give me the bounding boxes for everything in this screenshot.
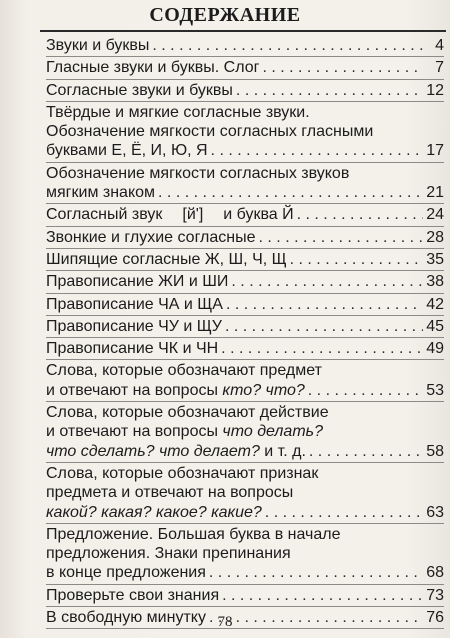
dot-leader: [158, 183, 423, 202]
entry-title: Слова, которые обозначают действие: [46, 404, 329, 422]
entry-title: Гласные звуки и буквы. Слог: [46, 59, 260, 77]
entry-title: Обозначение мягкости согласных звуков: [46, 164, 350, 182]
dot-leader: [152, 36, 423, 55]
dot-leader: [225, 317, 423, 336]
entry-page-number: 38: [426, 273, 444, 291]
entry-title: и отвечают на вопросы: [46, 423, 218, 441]
dot-leader: [221, 339, 423, 358]
dot-leader: [308, 381, 423, 400]
toc-entry[interactable]: [46, 586, 444, 607]
toc-entry[interactable]: [46, 58, 444, 79]
toc-entry[interactable]: [46, 36, 444, 57]
entry-title: Согласные звуки и буквы: [46, 81, 233, 99]
toc-entry[interactable]: [46, 250, 444, 271]
entry-title: Звонкие и глухие согласные: [46, 228, 256, 246]
entry-page-number: 7: [435, 59, 444, 77]
entry-page-number: 24: [426, 206, 444, 224]
toc-entry[interactable]: [46, 339, 444, 360]
dot-leader: [222, 586, 423, 605]
entry-page-number: 17: [426, 142, 444, 160]
entry-question: что делать?: [222, 423, 323, 441]
entry-question: какой? какая? какое? какие?: [46, 503, 262, 521]
toc-entry[interactable]: [46, 81, 444, 102]
entry-title: Обозначение мягкости согласных гласными: [46, 123, 374, 141]
entry-title: В свободную минутку: [46, 609, 206, 627]
entry-title: Твёрдые и мягкие согласные звуки.: [46, 103, 310, 121]
toc-entry[interactable]: [46, 272, 444, 293]
page-number: 78: [217, 614, 233, 630]
table-of-contents: [46, 36, 444, 630]
entry-question: что сделать? что делает?: [46, 442, 260, 460]
dot-leader: [209, 563, 423, 582]
entry-title: Слова, которые обозначают признак: [46, 464, 319, 482]
entry-page-number: 76: [426, 609, 444, 627]
entry-title: и т. д.: [264, 442, 306, 460]
entry-title: Правописание ЧУ и ЩУ: [46, 317, 222, 335]
entry-title: предложения. Знаки препинания: [46, 545, 291, 563]
entry-page-number: 35: [426, 250, 444, 268]
entry-title: предмета и отвечают на вопросы: [46, 484, 294, 502]
dot-leader: [265, 503, 423, 522]
entry-title: и отвечают на вопросы: [46, 381, 218, 399]
entry-title: Предложение. Большая буква в начале: [46, 525, 341, 543]
toc-entry[interactable]: [46, 403, 444, 463]
entry-title: мягким знаком: [46, 184, 156, 202]
entry-page-number: 21: [426, 184, 444, 202]
entry-page-number: 73: [426, 586, 444, 604]
entry-page-number: 45: [426, 317, 444, 335]
entry-page-number: 68: [426, 564, 444, 582]
toc-entry[interactable]: [46, 205, 444, 226]
toc-entry[interactable]: [46, 103, 444, 163]
dot-leader: [236, 81, 423, 100]
dot-leader: [211, 141, 423, 160]
toc-entry[interactable]: [46, 295, 444, 316]
dot-leader: [309, 442, 423, 461]
entry-page-number: 28: [426, 228, 444, 246]
entry-title: Звуки и буквы: [46, 37, 150, 54]
toc-entry[interactable]: [46, 525, 444, 585]
entry-question: кто? что?: [222, 381, 305, 399]
toc-entry[interactable]: [46, 464, 444, 524]
entry-page-number: 49: [426, 340, 444, 358]
entry-page-number: 63: [426, 503, 444, 521]
toc-entry[interactable]: [46, 164, 444, 205]
dot-leader: [231, 272, 423, 291]
entry-title: в конце предложения: [46, 564, 206, 582]
entry-page-number: 12: [426, 81, 444, 99]
toc-entry[interactable]: [46, 228, 444, 249]
dot-leader: [262, 58, 423, 77]
entry-page-number: 42: [426, 295, 444, 313]
entry-page-number: 53: [426, 381, 444, 399]
dot-leader: [290, 250, 423, 269]
entry-title: Слова, которые обозначают предмет: [46, 362, 322, 380]
title-rule: [40, 30, 446, 32]
phonetic-transcription: [й']: [182, 206, 204, 224]
entry-title: Согласный звук: [46, 206, 163, 224]
toc-entry[interactable]: [46, 361, 444, 402]
dot-leader: [226, 295, 423, 314]
entry-title: буквами Е, Ё, И, Ю, Я: [46, 142, 208, 160]
dot-leader: [259, 228, 423, 247]
entry-page-number: 4: [435, 37, 444, 54]
entry-title: Правописание ЧК и ЧН: [46, 340, 219, 358]
entry-title: Шипящие согласные Ж, Ш, Ч, Щ: [46, 250, 287, 268]
entry-title: Правописание ЧА и ЩА: [46, 295, 223, 313]
entry-title: и буква Й: [223, 206, 294, 224]
entry-title: Правописание ЖИ и ШИ: [46, 273, 229, 291]
entry-title: Проверьте свои знания: [46, 586, 220, 604]
toc-entry[interactable]: [46, 317, 444, 338]
page-title: СОДЕРЖАНИЕ: [149, 4, 301, 26]
entry-page-number: 58: [426, 442, 444, 460]
dot-leader: [297, 205, 423, 224]
